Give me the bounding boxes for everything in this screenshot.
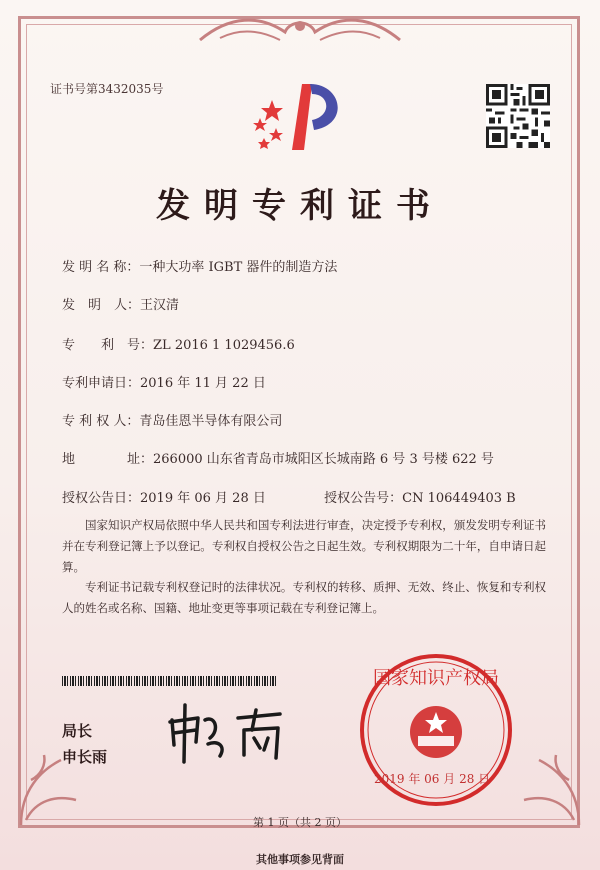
grant-row	[62, 487, 516, 506]
address-value: 266000 山东省青岛市城阳区长城南路 6 号 3 号楼 622 号	[153, 452, 494, 467]
top-ornament	[190, 10, 410, 50]
director-title: 局长	[62, 722, 93, 740]
director-name: 申长雨	[62, 748, 108, 766]
address-row	[62, 448, 494, 467]
invention-name-value: 一种大功率 IGBT 器件的制造方法	[139, 260, 338, 275]
patent-number-label: 专 利 号：	[62, 338, 154, 353]
legal-status-paragraph: 专利证书记载专利权登记时的法律状况。专利权的转移、质押、无效、终止、恢复和专利权人的姓名或名称、国籍、地址变更等事项记载在专利登记簿上。	[62, 580, 546, 615]
seal-text: 国家知识产权局	[373, 668, 499, 689]
page-number: 第 1 页（共 2 页）	[253, 816, 347, 829]
patentee-row	[62, 410, 282, 429]
filing-date-row	[62, 372, 266, 391]
grant-paragraph: 国家知识产权局依照中华人民共和国专利法进行审查，决定授予专利权，颁发发明专利证书并在专利登记簿上予以登记。专利权自授权公告之日起生效。专利权期限为二十年，自申请日起算。	[62, 518, 546, 574]
address-label: 地 址：	[62, 452, 154, 467]
filing-date-value: 2016 年 11 月 22 日	[140, 376, 266, 391]
invention-name-row	[62, 256, 337, 275]
director-signature	[160, 700, 310, 770]
certificate-number: 证书号第3432035号	[50, 82, 164, 96]
filing-date-label: 专利申请日：	[62, 376, 141, 391]
patent-number-value: ZL 2016 1 1029456.6	[153, 338, 295, 353]
patent-office-logo	[250, 72, 360, 162]
grant-number-label: 授权公告号：	[324, 491, 403, 506]
inventor-value: 王汉清	[140, 298, 180, 313]
footer-note: 其他事项参见背面	[256, 853, 344, 866]
barcode	[62, 676, 276, 686]
grant-number-value: CN 106449403 B	[402, 491, 516, 506]
grant-date-value: 2019 年 06 月 28 日	[140, 491, 266, 506]
certificate-title: 发明专利证书	[156, 186, 444, 226]
patent-number-row	[62, 334, 295, 353]
seal-date: 2019 年 06 月 28 日	[374, 772, 491, 786]
qr-code	[486, 84, 550, 148]
invention-name-label: 发 明 名 称：	[62, 260, 140, 275]
patentee-value: 青岛佳恩半导体有限公司	[139, 414, 283, 429]
patentee-label: 专 利 权 人：	[62, 414, 140, 429]
grant-date-label: 授权公告日：	[62, 491, 141, 506]
inventor-label: 发 明 人：	[62, 298, 141, 313]
director-block	[62, 718, 107, 770]
inventor-row	[62, 294, 179, 313]
